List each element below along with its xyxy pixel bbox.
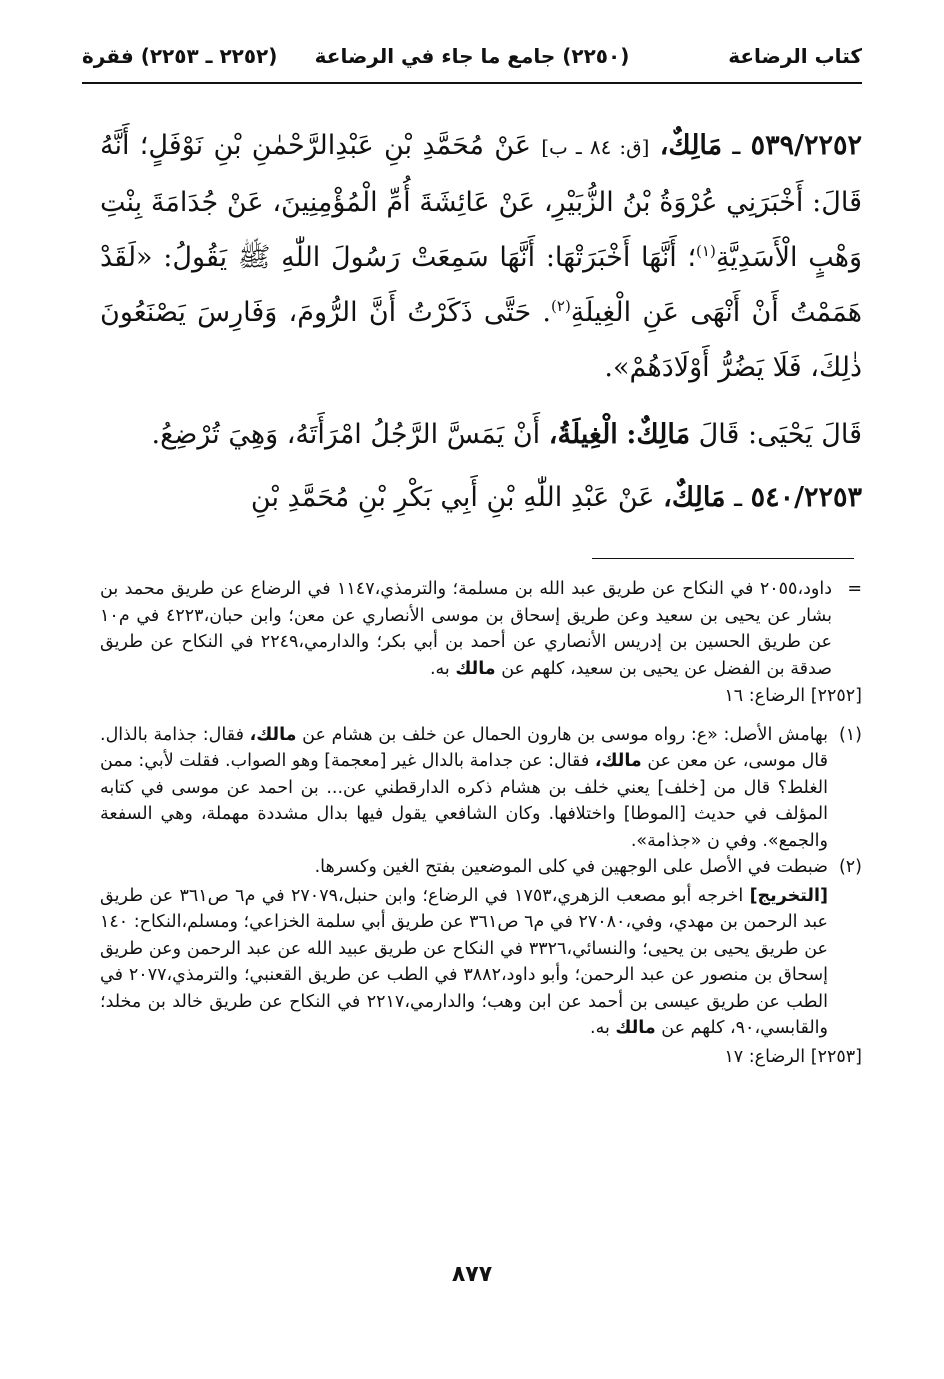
narrator-malik: مَالِكٌ،	[659, 130, 723, 161]
narrator-malik: مَالِكٌ،	[663, 482, 726, 513]
hadith-body: عَنْ مُحَمَّدِ بْنِ عَبْدِالرَّحْمٰنِ بْنِ نَوْفَلٍ؛ أَنَّهُ قَالَ: أَخْبَرَنِي عُرْوَةُ بْنُ الزُّبَيْرِ، عَنْ عَائِشَةَ أُمِّ الْمُؤْمِنِينَ، عَنْ جُدَامَةَ بِنْتِ وَهْبٍ الْأَسَدِيَّةِ	[100, 130, 862, 273]
page-number: ٨٧٧	[451, 1262, 493, 1287]
footnote-marker-2[interactable]: (٢)	[551, 297, 571, 315]
hadith-body: عَنْ عَبْدِ اللّٰهِ بْنِ أَبِي بَكْرِ بْنِ مُحَمَّدِ بْنِ	[250, 482, 655, 513]
running-header	[82, 40, 862, 76]
narrator-malik: مالك	[615, 1018, 656, 1038]
footnote-text-b: فقال: جذامة بالذال. قال موسى، عن معن عن	[100, 724, 828, 771]
hadith-number: ٥٣٩/٢٢٥٢	[750, 130, 862, 161]
footnote-divider	[592, 558, 854, 559]
book-title: كتاب الرضاعة	[728, 44, 862, 68]
footnote-number: (٢)	[838, 857, 862, 877]
comment-body: أَنْ يَمَسَّ الرَّجُلُ امْرَأَتَهُ، وَهِيَ تُرْضِعُ.	[151, 419, 541, 450]
narrator-malik: مالك،	[594, 751, 642, 771]
paragraph-range: (٢٢٥٢ ـ ٢٢٥٣) فقرة	[82, 44, 278, 68]
takhrij-label: [التخريج]	[749, 885, 828, 906]
manuscript-ref: [ق: ٨٤ ـ ب]	[541, 135, 650, 159]
cross-reference-2253: [٢٢٥٣] الرضاع: ١٧	[724, 1046, 862, 1067]
defined-term: الْغِيلَةُ،	[548, 419, 618, 450]
comment-lead: قَالَ يَحْيَى: قَالَ	[698, 419, 862, 450]
narrator-malik: مالك	[455, 658, 496, 679]
hadith-dash: ـ	[734, 482, 743, 513]
footnote-text: ضبطت في الأصل على الوجهين في كلى الموضعين بفتح الغين وكسرها.	[314, 857, 828, 877]
footnote-1	[100, 722, 862, 855]
hadith-2253	[100, 470, 862, 525]
footnote-2	[100, 854, 862, 881]
hadith-2252	[100, 118, 862, 395]
footnote-text-c: فقال: عن جدامة بالدال غير [معجمة] وهو الصواب. فقلت لأبي: ممن الغلط؟ قال من [خلف] يعني خلف بن هشام ذكره الدارقطني عن... بن احمد عن موسى في كتابه المؤلف في حديث [الموطا] واختلافها. وكان الشافعي يقول فيها بدال مشددة مهملة، وهي السفعة والجمع». وفي ن «جذامة».	[100, 751, 828, 851]
hadith-number: ٥٤٠/٢٢٥٣	[750, 482, 862, 513]
continuation-mark: =	[847, 579, 862, 599]
yahya-comment	[100, 407, 862, 462]
cross-reference-2252: [٢٢٥٢] الرضاع: ١٦	[724, 686, 862, 706]
continuation-text: داود،٢٠٥٥ في النكاح عن طريق عبد الله بن مسلمة؛ والترمذي،١١٤٧ في الرضاع عن طريق محمد بن بشار عن يحيى بن سعيد وعن طريق إسحاق بن موسى الأنصاري عن معن؛ وابن حبان،٤٢٢٣ في م١٠ عن طريق الحسين بن إدريس الأنصاري عن أحمد بن أبي بكر؛ والدارمي،٢٢٤٩ في النكاح عن طريق صدقة بن الفضل عن يحيى بن سعيد، كلهم عن	[100, 579, 832, 679]
hadith-body-2: ؛ أَنَّهَا أَخْبَرَتْهَا: أَنَّهَا سَمِعَتْ رَسُولَ اللّٰهِ ﷺ يَقُولُ: «لَقَدْ هَمَمْتُ أَنْ أَنْهَى عَنِ الْغِيلَةِ	[100, 242, 862, 328]
takhrij-note	[100, 883, 862, 1042]
narrator-malik: مالك،	[249, 724, 297, 745]
footnote-continuation	[100, 576, 862, 682]
chapter-title: (٢٢٥٠) جامع ما جاء في الرضاعة	[314, 44, 630, 68]
footnote-marker-1[interactable]: (١)	[696, 242, 716, 260]
narrator-malik: مَالِكٌ:	[626, 419, 691, 450]
hadith-dash: ـ	[732, 130, 741, 161]
footnotes	[100, 576, 862, 1070]
takhrij-end: به.	[590, 1018, 610, 1038]
footnote-text-a: بهامش الأصل: «ع: رواه موسى بن هارون الحمال عن خلف بن هشام عن	[302, 724, 828, 745]
hadith-body-3: . حَتَّى ذَكَرْتُ أَنَّ الرُّومَ، وَفَارِسَ يَصْنَعُونَ ذٰلِكَ، فَلَا يَضُرُّ أَوْلَادَهُمْ».	[100, 297, 862, 383]
hadith-text	[100, 118, 862, 525]
takhrij-text: اخرجه أبو مصعب الزهري،١٧٥٣ في الرضاع؛ وابن حنبل،٢٧٠٧٩ في م٦ ص٣٦١ عن طريق عبد الرحمن بن مهدي، وفي،٢٧٠٨٠ في م٦ ص٣٦١ عن طريق أبي سلمة الخزاعي؛ ومسلم،النكاح: ١٤٠ عن طريق يحيى بن يحيى؛ والنسائي،٣٣٢٦ في النكاح عن طريق عبيد الله عن عبد الرحمن وعن طريق إسحاق بن منصور عن عبد الرحمن؛ وأبو داود،٣٨٨٢ في الطب عن طريق القعنبي؛ والترمذي،٢٠٧٧ في الطب عن طريق عيسى بن أحمد عن ابن وهب؛ والدارمي،٢٢١٧ في النكاح عن طريق خالد بن مخلد؛ والقابسي،٩٠، كلهم عن	[100, 885, 829, 1038]
continuation-end: به.	[429, 658, 450, 679]
header-divider	[82, 82, 862, 84]
footnote-number: (١)	[838, 724, 862, 745]
